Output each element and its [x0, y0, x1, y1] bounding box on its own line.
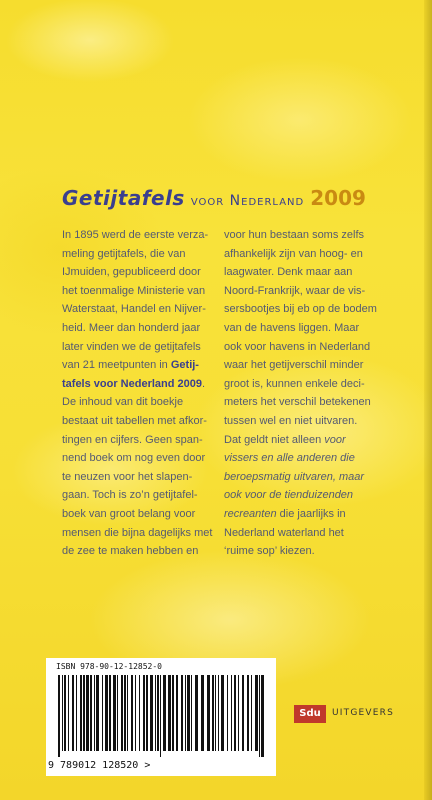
- blurb-text-segment: meling getijtafels, die van: [62, 247, 186, 260]
- blurb-line: [224, 319, 394, 338]
- blurb-line: [62, 412, 212, 431]
- blurb-line: [62, 282, 212, 301]
- blurb-text-segment: tafels voor Nederland 2009: [62, 377, 203, 390]
- blurb-line: [224, 393, 394, 412]
- blurb-line: [62, 245, 212, 264]
- blurb-text-segment: In 1895 werd de eerste verza-: [62, 229, 209, 241]
- blurb-text-segment: ‘ruime sop’ kiezen.: [224, 545, 315, 558]
- blurb-line: [224, 338, 394, 357]
- barcode-bar: [155, 675, 156, 751]
- blurb-text-segment: heid. Meer dan honderd jaar: [62, 321, 201, 334]
- barcode-digits: 9 789012 128520 >: [48, 760, 151, 771]
- blurb-text-segment: groot is, kunnen enkele deci-: [224, 377, 365, 390]
- blurb-line: [224, 226, 394, 245]
- barcode-bar: [62, 675, 63, 751]
- barcode-bar: [58, 675, 60, 757]
- barcode-bar: [255, 675, 258, 751]
- barcode-bar: [117, 675, 118, 751]
- blurb-line: [224, 542, 394, 561]
- blurb-line: [224, 505, 394, 524]
- barcode-label: [46, 658, 276, 776]
- blurb-left-column: [62, 226, 212, 561]
- barcode-bar: [135, 675, 136, 751]
- blurb-line: [62, 263, 212, 282]
- barcode-bar: [157, 675, 159, 751]
- blurb-line: [224, 524, 394, 543]
- blurb-line: [224, 375, 394, 394]
- barcode-bar: [64, 675, 66, 751]
- blurb-line: [62, 226, 212, 245]
- blurb-text-segment: het toenmalige Ministerie van: [62, 284, 206, 297]
- blurb-text-segment: Nederland waterland het: [224, 526, 344, 539]
- blurb-text-segment: Getij-: [170, 359, 199, 372]
- blurb-line: [224, 282, 394, 301]
- blurb-text-segment: Noord-Frankrijk, waar de vis-: [224, 284, 366, 297]
- blurb-line: [62, 524, 212, 543]
- barcode-bar: [150, 675, 153, 751]
- blurb-text-segment: meters het verschil betekenen: [224, 396, 371, 409]
- blurb-line: [62, 542, 212, 561]
- barcode-bar: [181, 675, 183, 751]
- blurb-text-segment: recreanten: [224, 507, 277, 520]
- barcode-bar: [105, 675, 108, 751]
- barcode-bars: [56, 675, 266, 757]
- blurb-text-segment: later vinden we de getijtafels: [62, 340, 201, 353]
- blurb-text-segment: de zee te maken hebben en: [62, 545, 199, 558]
- sdu-logo: Sdu: [294, 705, 326, 723]
- cover-edge-shadow: [424, 0, 432, 800]
- barcode-bar: [139, 675, 140, 751]
- blurb-line: [62, 356, 212, 375]
- blurb-text-segment: sersbootjes bij eb op de bodem: [224, 303, 377, 316]
- barcode-bar: [207, 675, 210, 751]
- blurb-line: [62, 338, 212, 357]
- blurb-line: [62, 393, 212, 412]
- blurb-text-segment: nend boek om nog even door: [62, 452, 206, 465]
- barcode-bar: [80, 675, 82, 751]
- blurb-right-column: [224, 226, 394, 561]
- title-getijtafels: Getijtafels: [62, 186, 185, 210]
- barcode-bar: [68, 675, 69, 751]
- blurb-text-segment: Waterstaat, Handel en Nijver-: [62, 303, 206, 316]
- barcode-bar: [185, 675, 186, 751]
- barcode-bar: [191, 675, 192, 751]
- blurb-text-segment: ook voor havens in Nederland: [224, 340, 371, 353]
- barcode-bar: [102, 675, 103, 751]
- barcode-bar: [76, 675, 77, 751]
- barcode-bar: [168, 675, 171, 751]
- blurb-text-segment: ook voor de tienduizenden: [224, 489, 354, 502]
- barcode-bar: [72, 675, 74, 751]
- barcode-bar: [172, 675, 174, 751]
- blurb-line: [62, 375, 212, 394]
- barcode-bar: [131, 675, 133, 751]
- barcode-bar: [90, 675, 92, 751]
- barcode-bar: [218, 675, 219, 751]
- barcode-bar: [109, 675, 111, 751]
- barcode-bar: [113, 675, 116, 751]
- barcode-bar: [238, 675, 239, 751]
- book-title: [62, 186, 402, 210]
- barcode-bar: [127, 675, 128, 751]
- barcode-bar: [261, 675, 264, 757]
- isbn-text: ISBN 978-90-12-12852-0: [56, 662, 162, 671]
- blurb-text-segment: vissers en alle anderen die: [224, 452, 355, 465]
- blurb-line: [224, 356, 394, 375]
- blurb-text-segment: te neuzen voor het slapen-: [62, 470, 193, 483]
- blurb-text-segment: afhankelijk zijn van hoog- en: [224, 247, 363, 260]
- barcode-bar: [231, 675, 232, 751]
- blurb-text-segment: Dat geldt niet alleen: [224, 433, 325, 446]
- title-year: 2009: [310, 186, 366, 210]
- barcode-bar: [221, 675, 224, 751]
- barcode-bar: [143, 675, 145, 751]
- barcode-bar: [251, 675, 252, 751]
- barcode-bar: [259, 675, 260, 757]
- blurb-line: [224, 300, 394, 319]
- barcode-bar: [146, 675, 148, 751]
- blurb-text-segment: tingen en cijfers. Geen span-: [62, 433, 203, 446]
- barcode-bar: [234, 675, 236, 751]
- blurb-text-segment: boek van groot belang voor: [62, 507, 196, 520]
- barcode-bar: [94, 675, 95, 751]
- barcode-bar: [176, 675, 178, 751]
- blurb-text-segment: die jaarlijks in: [276, 507, 346, 520]
- barcode-bar: [86, 675, 89, 751]
- barcode-bar: [227, 675, 228, 751]
- blurb-text-segment: IJmuiden, gepubliceerd door: [62, 266, 201, 279]
- barcode-bar: [121, 675, 123, 751]
- blurb-line: [224, 468, 394, 487]
- blurb-text-segment: van de havens liggen. Maar: [224, 321, 360, 334]
- blurb-text-segment: voor hun bestaan soms zelfs: [224, 229, 365, 241]
- blurb-text-segment: De inhoud van dit boekje: [62, 396, 184, 409]
- blurb-line: [224, 449, 394, 468]
- blurb-line: [62, 431, 212, 450]
- blurb-text-segment: .: [202, 377, 206, 390]
- blurb-line: [62, 505, 212, 524]
- blurb-line: [62, 486, 212, 505]
- blurb-line: [224, 412, 394, 431]
- blurb-line: [224, 245, 394, 264]
- barcode-bar: [215, 675, 216, 751]
- barcode-bar: [124, 675, 126, 751]
- barcode-bar: [242, 675, 244, 751]
- barcode-bar: [163, 675, 166, 751]
- blurb-line: [224, 486, 394, 505]
- blurb-line: [62, 300, 212, 319]
- blurb-text-segment: van 21 meetpunten in: [62, 359, 171, 372]
- blurb-text-segment: gaan. Toch is zo’n getijtafel-: [62, 489, 198, 502]
- blurb-line: [224, 431, 394, 450]
- barcode-bar: [96, 675, 99, 751]
- barcode-bar: [195, 675, 198, 751]
- blurb-text-segment: beroepsmatig uitvaren, maar: [224, 470, 365, 483]
- blurb-line: [62, 468, 212, 487]
- barcode-bar: [187, 675, 190, 751]
- blurb-text-segment: waar het getijverschil minder: [224, 359, 364, 372]
- barcode-bar: [160, 675, 161, 757]
- blurb-line: [62, 449, 212, 468]
- title-voor-nederland: voor Nederland: [190, 193, 305, 209]
- blurb-text-segment: mensen die bijna dagelijks met: [62, 526, 213, 539]
- blurb-line: [224, 263, 394, 282]
- barcode-bar: [212, 675, 214, 751]
- publisher-name: UITGEVERS: [332, 708, 395, 718]
- barcode-bar: [247, 675, 249, 751]
- blurb-text-segment: bestaat uit tabellen met afkor-: [62, 414, 207, 427]
- blurb-text-segment: tussen wel en niet uitvaren.: [224, 414, 358, 427]
- barcode-bar: [83, 675, 85, 751]
- barcode-bar: [201, 675, 204, 751]
- blurb-text-segment: laagwater. Denk maar aan: [224, 266, 353, 279]
- blurb-line: [62, 319, 212, 338]
- blurb-text-segment: voor: [324, 433, 346, 446]
